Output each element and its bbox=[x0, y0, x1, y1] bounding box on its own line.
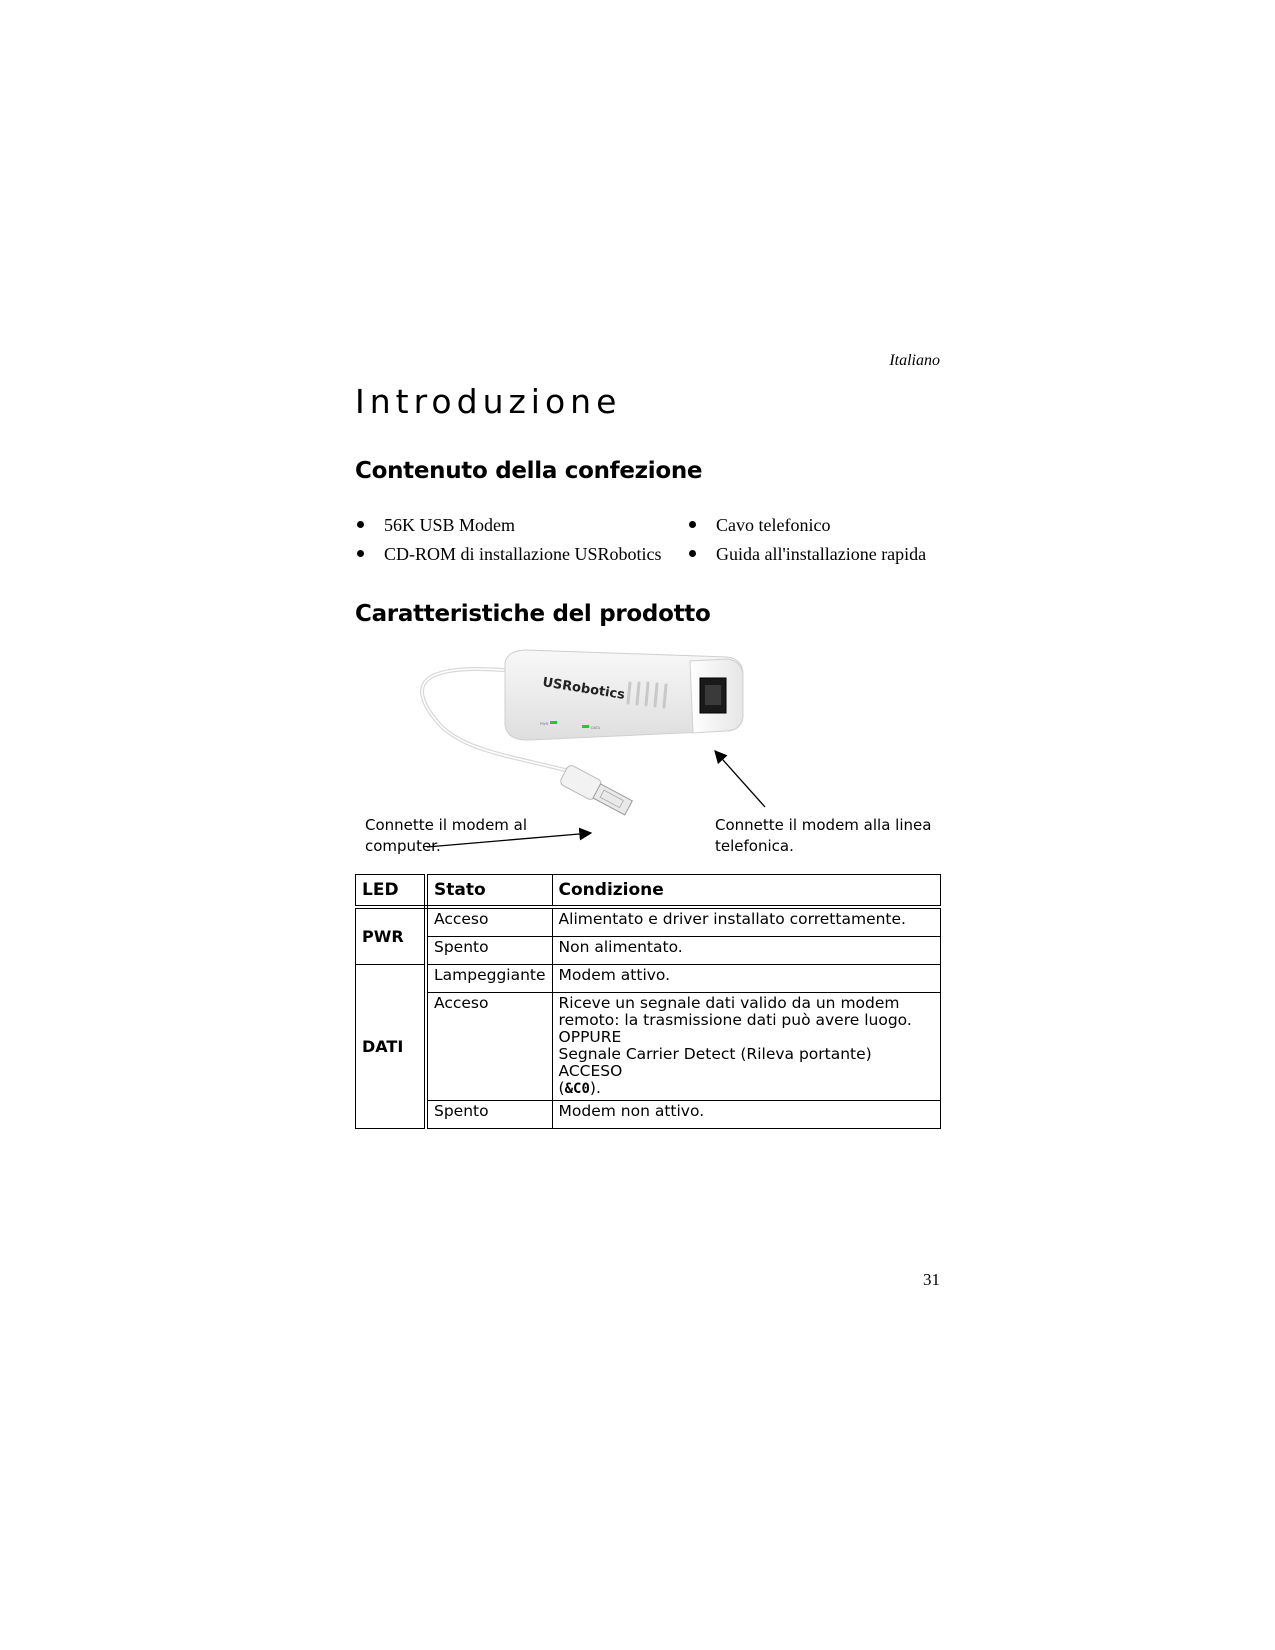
header-language: Italiano bbox=[889, 352, 940, 369]
usrobotics-logo: USRobotics bbox=[541, 675, 626, 703]
list-item: 56K USB Modem bbox=[355, 514, 662, 543]
condizione-line bbox=[559, 1080, 934, 1098]
condizione-cell: Modem non attivo. bbox=[552, 1101, 940, 1129]
code-open: ( bbox=[558, 1079, 565, 1097]
arrow-to-phone-jack bbox=[715, 751, 765, 807]
callout-phone-line1: Connette il modem alla linea bbox=[715, 816, 932, 834]
table-row bbox=[356, 907, 941, 937]
section-heading-features: Caratteristiche del prodotto bbox=[355, 601, 711, 627]
condizione-line: Riceve un segnale dati valido da un modem bbox=[558, 994, 900, 1012]
modem-figure bbox=[355, 645, 945, 860]
package-contents-list-right bbox=[687, 514, 926, 572]
list-item: Guida all'installazione rapida bbox=[687, 543, 926, 572]
condizione-cell: Alimentato e driver installato correttamente. bbox=[552, 907, 940, 937]
table-row bbox=[356, 1101, 941, 1129]
condizione-cell: Modem attivo. bbox=[552, 965, 940, 993]
package-contents-list-left bbox=[355, 514, 662, 572]
condizione-cell: Non alimentato. bbox=[552, 937, 940, 965]
pwr-led-label: PWR bbox=[540, 722, 549, 726]
data-led-label: DATA bbox=[591, 726, 601, 730]
section-heading-package-contents: Contenuto della confezione bbox=[355, 458, 703, 484]
callout-phone-line bbox=[715, 815, 945, 857]
condizione-line: Segnale Carrier Detect (Rileva portante) ACCESO bbox=[558, 1045, 872, 1080]
header-condizione: Condizione bbox=[552, 875, 940, 908]
list-item: Cavo telefonico bbox=[687, 514, 926, 543]
stato-cell: Acceso bbox=[426, 993, 552, 1101]
header-led: LED bbox=[356, 875, 427, 908]
led-status-table bbox=[355, 874, 941, 1129]
stato-cell: Lampeggiante bbox=[426, 965, 552, 993]
page-title: Introduzione bbox=[355, 382, 622, 421]
page-number: 31 bbox=[923, 1270, 940, 1289]
stato-cell: Acceso bbox=[426, 907, 552, 937]
at-command-code: &C0 bbox=[564, 1081, 590, 1097]
callout-usb bbox=[365, 815, 545, 857]
usb-plug bbox=[559, 764, 634, 818]
condizione-cell bbox=[552, 993, 940, 1101]
condizione-line: OPPURE bbox=[558, 1028, 622, 1046]
header-stato: Stato bbox=[426, 875, 552, 908]
callout-phone-line2: telefonica. bbox=[715, 837, 794, 855]
led-name-pwr: PWR bbox=[356, 907, 427, 965]
pwr-led bbox=[550, 721, 557, 724]
led-name-dati: DATI bbox=[356, 965, 427, 1129]
code-close: ). bbox=[589, 1079, 601, 1097]
stato-cell: Spento bbox=[426, 937, 552, 965]
data-led bbox=[582, 725, 589, 728]
table-row bbox=[356, 965, 941, 993]
stato-cell: Spento bbox=[426, 1101, 552, 1129]
callout-usb-line2: computer. bbox=[365, 837, 441, 855]
list-item: CD-ROM di installazione USRobotics bbox=[355, 543, 662, 572]
table-row bbox=[356, 993, 941, 1101]
table-row bbox=[356, 937, 941, 965]
condizione-line: remoto: la trasmissione dati può avere luogo. bbox=[558, 1011, 912, 1029]
table-header-row bbox=[356, 875, 941, 908]
callout-usb-line1: Connette il modem al bbox=[365, 816, 528, 834]
